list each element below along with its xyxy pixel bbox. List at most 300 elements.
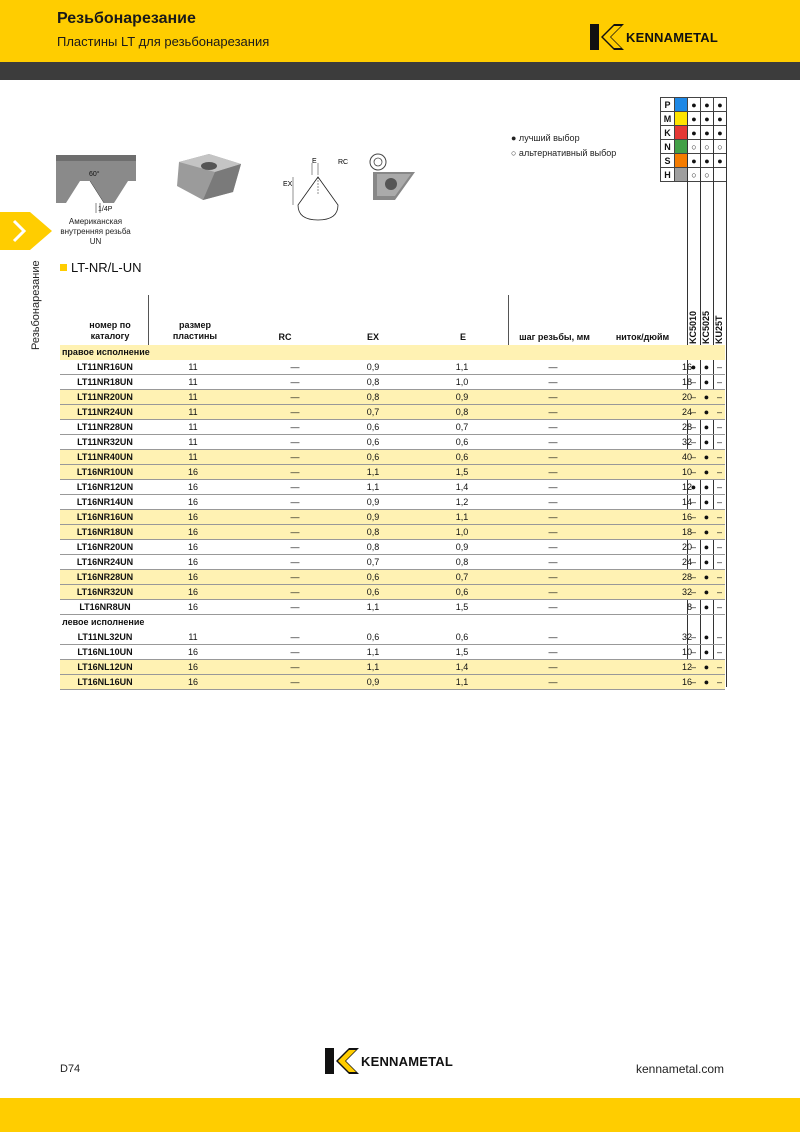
cell-e: 1,5 — [455, 602, 469, 612]
cell-rc: — — [290, 392, 300, 402]
cell-size: 16 — [187, 677, 198, 687]
angle-label: 60° — [89, 171, 100, 178]
material-row — [661, 168, 727, 182]
cell-grade-kc5010: – — [690, 392, 696, 402]
material-mark: ● — [701, 98, 714, 112]
cell-tpi: 24 — [681, 557, 692, 567]
ex-label: EX — [283, 181, 293, 188]
cell-e: 1,4 — [455, 482, 469, 492]
cell-grade-kc5010: – — [690, 632, 696, 642]
cell-code: LT16NR14UN — [76, 497, 134, 507]
cell-grade-ku25t: – — [716, 467, 722, 477]
website-link[interactable]: kennametal.com — [636, 1062, 725, 1076]
cell-tpi: 16 — [681, 677, 692, 687]
col-code: номер по каталогу — [89, 320, 131, 341]
cell-pitch: — — [548, 437, 558, 447]
cell-ex: 0,9 — [366, 362, 380, 372]
cell-size: 16 — [187, 497, 198, 507]
material-color-swatch — [675, 112, 688, 126]
cell-code: LT11NR18UN — [77, 377, 133, 387]
material-mark — [714, 168, 727, 182]
table-row[interactable] — [60, 585, 725, 600]
cell-size: 11 — [188, 392, 198, 402]
material-letter: K — [661, 126, 675, 140]
insert-3d-image — [175, 152, 245, 202]
cell-rc: — — [290, 632, 300, 642]
cell-code: LT16NL12UN — [77, 662, 133, 672]
cell-ex: 0,8 — [366, 377, 380, 387]
page-number: D74 — [60, 1063, 81, 1075]
material-mark: ● — [714, 112, 727, 126]
material-color-swatch — [675, 168, 688, 182]
cell-grade-kc5025: ● — [703, 497, 710, 507]
cell-rc: — — [290, 587, 300, 597]
table-row[interactable] — [60, 405, 725, 420]
footer-bar — [0, 1098, 800, 1132]
cell-tpi: 32 — [681, 632, 692, 642]
col-ex: EX — [366, 332, 379, 342]
cell-code: LT11NL32UN — [77, 632, 133, 642]
cell-code: LT16NR18UN — [76, 527, 134, 537]
cell-tpi: 8 — [686, 602, 692, 612]
cell-ex: 0,6 — [366, 587, 380, 597]
cell-code: LT16NR24UN — [76, 557, 134, 567]
cell-pitch: — — [548, 632, 558, 642]
cell-code: LT16NR8UN — [79, 602, 131, 612]
cell-tpi: 16 — [681, 512, 692, 522]
page-subtitle: Пластины LT для резьбонарезания — [57, 34, 270, 49]
cell-size: 16 — [187, 467, 198, 477]
cell-e: 0,6 — [455, 632, 469, 642]
cell-rc: — — [290, 542, 300, 552]
side-tab-label: Резьбонарезание — [30, 260, 42, 350]
cell-code: LT11NR28UN — [77, 422, 133, 432]
cell-pitch: — — [548, 407, 558, 417]
cell-size: 16 — [187, 557, 198, 567]
cell-grade-kc5010: ● — [690, 482, 697, 492]
cell-grade-ku25t: – — [716, 647, 722, 657]
material-mark: ○ — [714, 140, 727, 154]
insert-dimension-diagram — [283, 155, 358, 223]
cell-grade-kc5025: ● — [703, 662, 710, 672]
cell-e: 1,1 — [455, 677, 469, 687]
cell-grade-kc5010: – — [690, 662, 696, 672]
cell-ex: 0,6 — [366, 437, 380, 447]
kennametal-logo: KENNAMETAL — [590, 24, 718, 50]
kennametal-k-icon — [325, 1048, 359, 1074]
cell-rc: — — [290, 662, 300, 672]
cell-ex: 0,9 — [366, 497, 380, 507]
cell-pitch: — — [548, 662, 558, 672]
cell-e: 1,0 — [455, 527, 469, 537]
page-title: Резьбонарезание — [57, 10, 196, 27]
material-mark: ○ — [688, 168, 701, 182]
cell-e: 0,8 — [455, 557, 469, 567]
cell-grade-kc5025: ● — [703, 602, 710, 612]
insert-top-view-image — [365, 152, 420, 204]
cell-grade-ku25t: – — [716, 377, 722, 387]
diagram-caption: Американская внутренняя резьба UN — [60, 217, 131, 246]
col-e: E — [459, 332, 466, 342]
cell-code: LT11NR40UN — [77, 452, 133, 462]
cell-grade-ku25t: – — [716, 557, 722, 567]
cell-grade-ku25t: – — [716, 527, 722, 537]
material-mark: ● — [714, 98, 727, 112]
cell-pitch: — — [548, 527, 558, 537]
cell-rc: — — [290, 647, 300, 657]
cell-rc: — — [290, 557, 300, 567]
cell-tpi: 40 — [681, 452, 692, 462]
cell-code: LT16NR12UN — [76, 482, 134, 492]
cell-e: 0,9 — [455, 392, 469, 402]
cell-ex: 0,6 — [366, 422, 380, 432]
cell-grade-kc5010: – — [690, 542, 696, 552]
cell-tpi: 20 — [681, 392, 692, 402]
cell-size: 11 — [188, 407, 198, 417]
cell-grade-kc5025: ● — [703, 557, 710, 567]
cell-rc: — — [290, 497, 300, 507]
cell-ex: 0,9 — [366, 677, 380, 687]
cell-code: LT11NR24UN — [77, 407, 133, 417]
cell-size: 11 — [188, 377, 198, 387]
table-row[interactable] — [60, 675, 725, 690]
cell-code: LT16NR20UN — [76, 542, 134, 552]
cell-grade-kc5010: – — [690, 587, 696, 597]
table-row[interactable] — [60, 480, 725, 495]
section-square-icon — [60, 264, 67, 271]
cell-tpi: 14 — [681, 497, 692, 507]
material-mark: ● — [701, 154, 714, 168]
group-label: правое исполнение — [62, 347, 150, 357]
cell-ex: 1,1 — [366, 467, 380, 477]
cell-tpi: 12 — [681, 662, 692, 672]
cell-ex: 0,8 — [366, 542, 380, 552]
row-separator — [60, 689, 725, 690]
header-bar — [0, 0, 800, 62]
cell-e: 1,5 — [455, 467, 469, 477]
cell-size: 11 — [188, 452, 198, 462]
cell-grade-ku25t: – — [716, 497, 722, 507]
cell-e: 1,2 — [455, 497, 469, 507]
cell-grade-kc5025: ● — [703, 647, 710, 657]
cell-code: LT16NR28UN — [76, 572, 134, 582]
cell-grade-kc5025: ● — [703, 392, 710, 402]
grade-label-ku25t: KU25T — [714, 315, 724, 344]
cell-e: 0,7 — [455, 422, 469, 432]
table-row[interactable] — [60, 390, 725, 405]
cell-e: 1,1 — [455, 362, 469, 372]
cell-code: LT11NR20UN — [77, 392, 133, 402]
cell-tpi: 18 — [681, 377, 692, 387]
cell-grade-ku25t: – — [716, 542, 722, 552]
col-tpi: ниток/дюйм — [615, 332, 670, 342]
grade-label-kc5010: KC5010 — [688, 310, 698, 344]
cell-size: 11 — [188, 437, 198, 447]
cell-e: 0,6 — [455, 437, 469, 447]
cell-size: 11 — [188, 632, 198, 642]
material-mark: ● — [701, 112, 714, 126]
cell-grade-ku25t: – — [716, 602, 722, 612]
cell-e: 1,0 — [455, 377, 469, 387]
cell-grade-kc5010: – — [690, 512, 696, 522]
cell-grade-kc5010: – — [690, 647, 696, 657]
cell-tpi: 32 — [681, 437, 692, 447]
material-grid — [660, 97, 727, 182]
cell-pitch: — — [548, 362, 558, 372]
cell-pitch: — — [548, 452, 558, 462]
material-letter: M — [661, 112, 675, 126]
cell-grade-ku25t: – — [716, 632, 722, 642]
material-row — [661, 112, 727, 126]
cell-grade-kc5010: – — [690, 467, 696, 477]
cell-grade-kc5010: – — [690, 527, 696, 537]
kennametal-logo-footer: KENNAMETAL — [325, 1048, 453, 1074]
cell-pitch: — — [548, 497, 558, 507]
table-row[interactable] — [60, 630, 725, 645]
table-row[interactable] — [60, 360, 725, 375]
cell-size: 16 — [187, 512, 198, 522]
cell-grade-ku25t: – — [716, 422, 722, 432]
cell-ex: 0,6 — [366, 572, 380, 582]
cell-grade-kc5010: – — [690, 437, 696, 447]
cell-grade-kc5025: ● — [703, 482, 710, 492]
cell-code: LT11NR32UN — [77, 437, 133, 447]
cell-pitch: — — [548, 677, 558, 687]
cell-tpi: 24 — [681, 407, 692, 417]
cell-grade-ku25t: – — [716, 362, 722, 372]
cell-rc: — — [290, 422, 300, 432]
table-row[interactable] — [60, 465, 725, 480]
cell-grade-kc5025: ● — [703, 542, 710, 552]
rc-label: RC — [338, 159, 349, 166]
cell-size: 16 — [187, 572, 198, 582]
cell-rc: — — [290, 512, 300, 522]
cell-tpi: 12 — [681, 482, 692, 492]
table-row[interactable] — [60, 375, 725, 390]
cell-pitch: — — [548, 572, 558, 582]
cell-pitch: — — [548, 512, 558, 522]
thread-profile-diagram — [56, 155, 136, 217]
cell-grade-kc5010: – — [690, 452, 696, 462]
table-header — [60, 295, 685, 345]
material-row — [661, 154, 727, 168]
material-mark: ○ — [701, 140, 714, 154]
cell-pitch: — — [548, 392, 558, 402]
cell-ex: 0,8 — [366, 392, 380, 402]
cell-size: 16 — [187, 587, 198, 597]
group-header-row — [60, 345, 725, 360]
cell-grade-kc5010: – — [690, 407, 696, 417]
pitch-label: 1/4P — [98, 206, 113, 213]
cell-grade-kc5025: ● — [703, 587, 710, 597]
cell-grade-ku25t: – — [716, 662, 722, 672]
cell-code: LT11NR16UN — [77, 362, 133, 372]
cell-grade-ku25t: – — [716, 452, 722, 462]
cell-rc: — — [290, 572, 300, 582]
cell-grade-ku25t: – — [716, 437, 722, 447]
material-mark: ● — [701, 126, 714, 140]
cell-grade-ku25t: – — [716, 512, 722, 522]
cell-ex: 0,7 — [366, 407, 380, 417]
cell-grade-kc5010: – — [690, 572, 696, 582]
cell-tpi: 10 — [681, 467, 692, 477]
cell-e: 1,5 — [455, 647, 469, 657]
cell-ex: 1,1 — [366, 647, 380, 657]
cell-grade-kc5010: – — [690, 422, 696, 432]
cell-rc: — — [290, 452, 300, 462]
material-letter: H — [661, 168, 675, 182]
cell-e: 0,8 — [455, 407, 469, 417]
table-row[interactable] — [60, 660, 725, 675]
cell-pitch: — — [548, 542, 558, 552]
cell-grade-kc5025: ● — [703, 407, 710, 417]
cell-code: LT16NR32UN — [76, 587, 134, 597]
e-label: E — [312, 158, 317, 165]
table-row[interactable] — [60, 450, 725, 465]
cell-ex: 0,8 — [366, 527, 380, 537]
cell-rc: — — [290, 407, 300, 417]
material-mark: ● — [688, 112, 701, 126]
side-tab-arrow-icon — [0, 212, 52, 250]
cell-grade-ku25t: – — [716, 572, 722, 582]
cell-grade-kc5025: ● — [703, 362, 710, 372]
grade-label-kc5025: KC5025 — [701, 310, 711, 344]
legend-alt: ○ альтернативный выбор — [511, 148, 617, 158]
cell-rc: — — [290, 482, 300, 492]
material-color-swatch — [675, 98, 688, 112]
table-row[interactable] — [60, 510, 725, 525]
cell-tpi: 16 — [681, 362, 692, 372]
material-letter: S — [661, 154, 675, 168]
cell-pitch: — — [548, 557, 558, 567]
cell-grade-kc5025: ● — [703, 632, 710, 642]
cell-pitch: — — [548, 602, 558, 612]
cell-grade-kc5025: ● — [703, 527, 710, 537]
cell-rc: — — [290, 602, 300, 612]
material-mark: ● — [714, 154, 727, 168]
cell-size: 16 — [187, 647, 198, 657]
cell-grade-kc5010: – — [690, 677, 696, 687]
table-row[interactable] — [60, 540, 725, 555]
material-row — [661, 126, 727, 140]
material-color-swatch — [675, 140, 688, 154]
material-row — [661, 140, 727, 154]
table-row[interactable] — [60, 435, 725, 450]
cell-rc: — — [290, 377, 300, 387]
cell-size: 16 — [187, 482, 198, 492]
cell-tpi: 32 — [681, 587, 692, 597]
grade-divider — [726, 112, 727, 687]
cell-grade-kc5025: ● — [703, 437, 710, 447]
table-row[interactable] — [60, 525, 725, 540]
cell-code: LT16NR10UN — [76, 467, 134, 477]
cell-grade-ku25t: – — [716, 482, 722, 492]
cell-e: 1,1 — [455, 512, 469, 522]
material-color-swatch — [675, 154, 688, 168]
cell-grade-ku25t: – — [716, 677, 722, 687]
header-separator — [508, 295, 509, 345]
cell-grade-kc5025: ● — [703, 467, 710, 477]
cell-pitch: — — [548, 587, 558, 597]
cell-grade-kc5010: – — [690, 377, 696, 387]
col-pitch: шаг резьбы, мм — [519, 332, 590, 342]
cell-grade-kc5025: ● — [703, 572, 710, 582]
cell-ex: 1,1 — [366, 602, 380, 612]
cell-tpi: 28 — [681, 422, 692, 432]
cell-pitch: — — [548, 377, 558, 387]
group-label: левое исполнение — [62, 617, 145, 627]
material-mark: ● — [688, 154, 701, 168]
table-row[interactable] — [60, 645, 725, 660]
cell-ex: 1,1 — [366, 482, 380, 492]
table-row[interactable] — [60, 495, 725, 510]
cell-grade-kc5025: ● — [703, 512, 710, 522]
cell-pitch: — — [548, 482, 558, 492]
cell-e: 0,6 — [455, 452, 469, 462]
cell-pitch: — — [548, 422, 558, 432]
cell-size: 16 — [187, 662, 198, 672]
cell-e: 0,6 — [455, 587, 469, 597]
material-mark: ● — [688, 98, 701, 112]
cell-grade-kc5025: ● — [703, 422, 710, 432]
legend-best: ● лучший выбор — [511, 133, 580, 143]
cell-size: 16 — [187, 542, 198, 552]
cell-grade-ku25t: – — [716, 407, 722, 417]
material-letter: P — [661, 98, 675, 112]
cell-code: LT16NL16UN — [77, 677, 133, 687]
cell-rc: — — [290, 437, 300, 447]
material-mark: ○ — [701, 168, 714, 182]
cell-ex: 0,7 — [366, 557, 380, 567]
cell-size: 11 — [188, 422, 198, 432]
group-header-row — [60, 615, 725, 630]
material-mark: ● — [714, 126, 727, 140]
material-letter: N — [661, 140, 675, 154]
cell-rc: — — [290, 677, 300, 687]
cell-grade-kc5010: – — [690, 497, 696, 507]
cell-rc: — — [290, 467, 300, 477]
cell-grade-kc5010: ● — [690, 362, 697, 372]
cell-grade-kc5025: ● — [703, 452, 710, 462]
cell-code: LT16NL10UN — [77, 647, 133, 657]
table-row[interactable] — [60, 420, 725, 435]
cell-size: 11 — [188, 362, 198, 372]
kennametal-k-icon — [590, 24, 624, 50]
table-row[interactable] — [60, 555, 725, 570]
cell-ex: 1,1 — [366, 662, 380, 672]
col-size: размер пластины — [172, 320, 218, 341]
section-title: LT-NR/L-UN — [60, 260, 142, 275]
cell-tpi: 10 — [681, 647, 692, 657]
cell-rc: — — [290, 362, 300, 372]
cell-grade-ku25t: – — [716, 392, 722, 402]
cell-grade-ku25t: – — [716, 587, 722, 597]
cell-tpi: 20 — [681, 542, 692, 552]
cell-e: 0,7 — [455, 572, 469, 582]
cell-grade-kc5025: ● — [703, 677, 710, 687]
material-mark: ○ — [688, 140, 701, 154]
cell-grade-kc5010: – — [690, 557, 696, 567]
material-color-swatch — [675, 126, 688, 140]
cell-code: LT16NR16UN — [76, 512, 134, 522]
cell-grade-kc5025: ● — [703, 377, 710, 387]
cell-tpi: 18 — [681, 527, 692, 537]
material-row — [661, 98, 727, 112]
table-row[interactable] — [60, 570, 725, 585]
table-row[interactable] — [60, 600, 725, 615]
cell-ex: 0,9 — [366, 512, 380, 522]
cell-pitch: — — [548, 647, 558, 657]
